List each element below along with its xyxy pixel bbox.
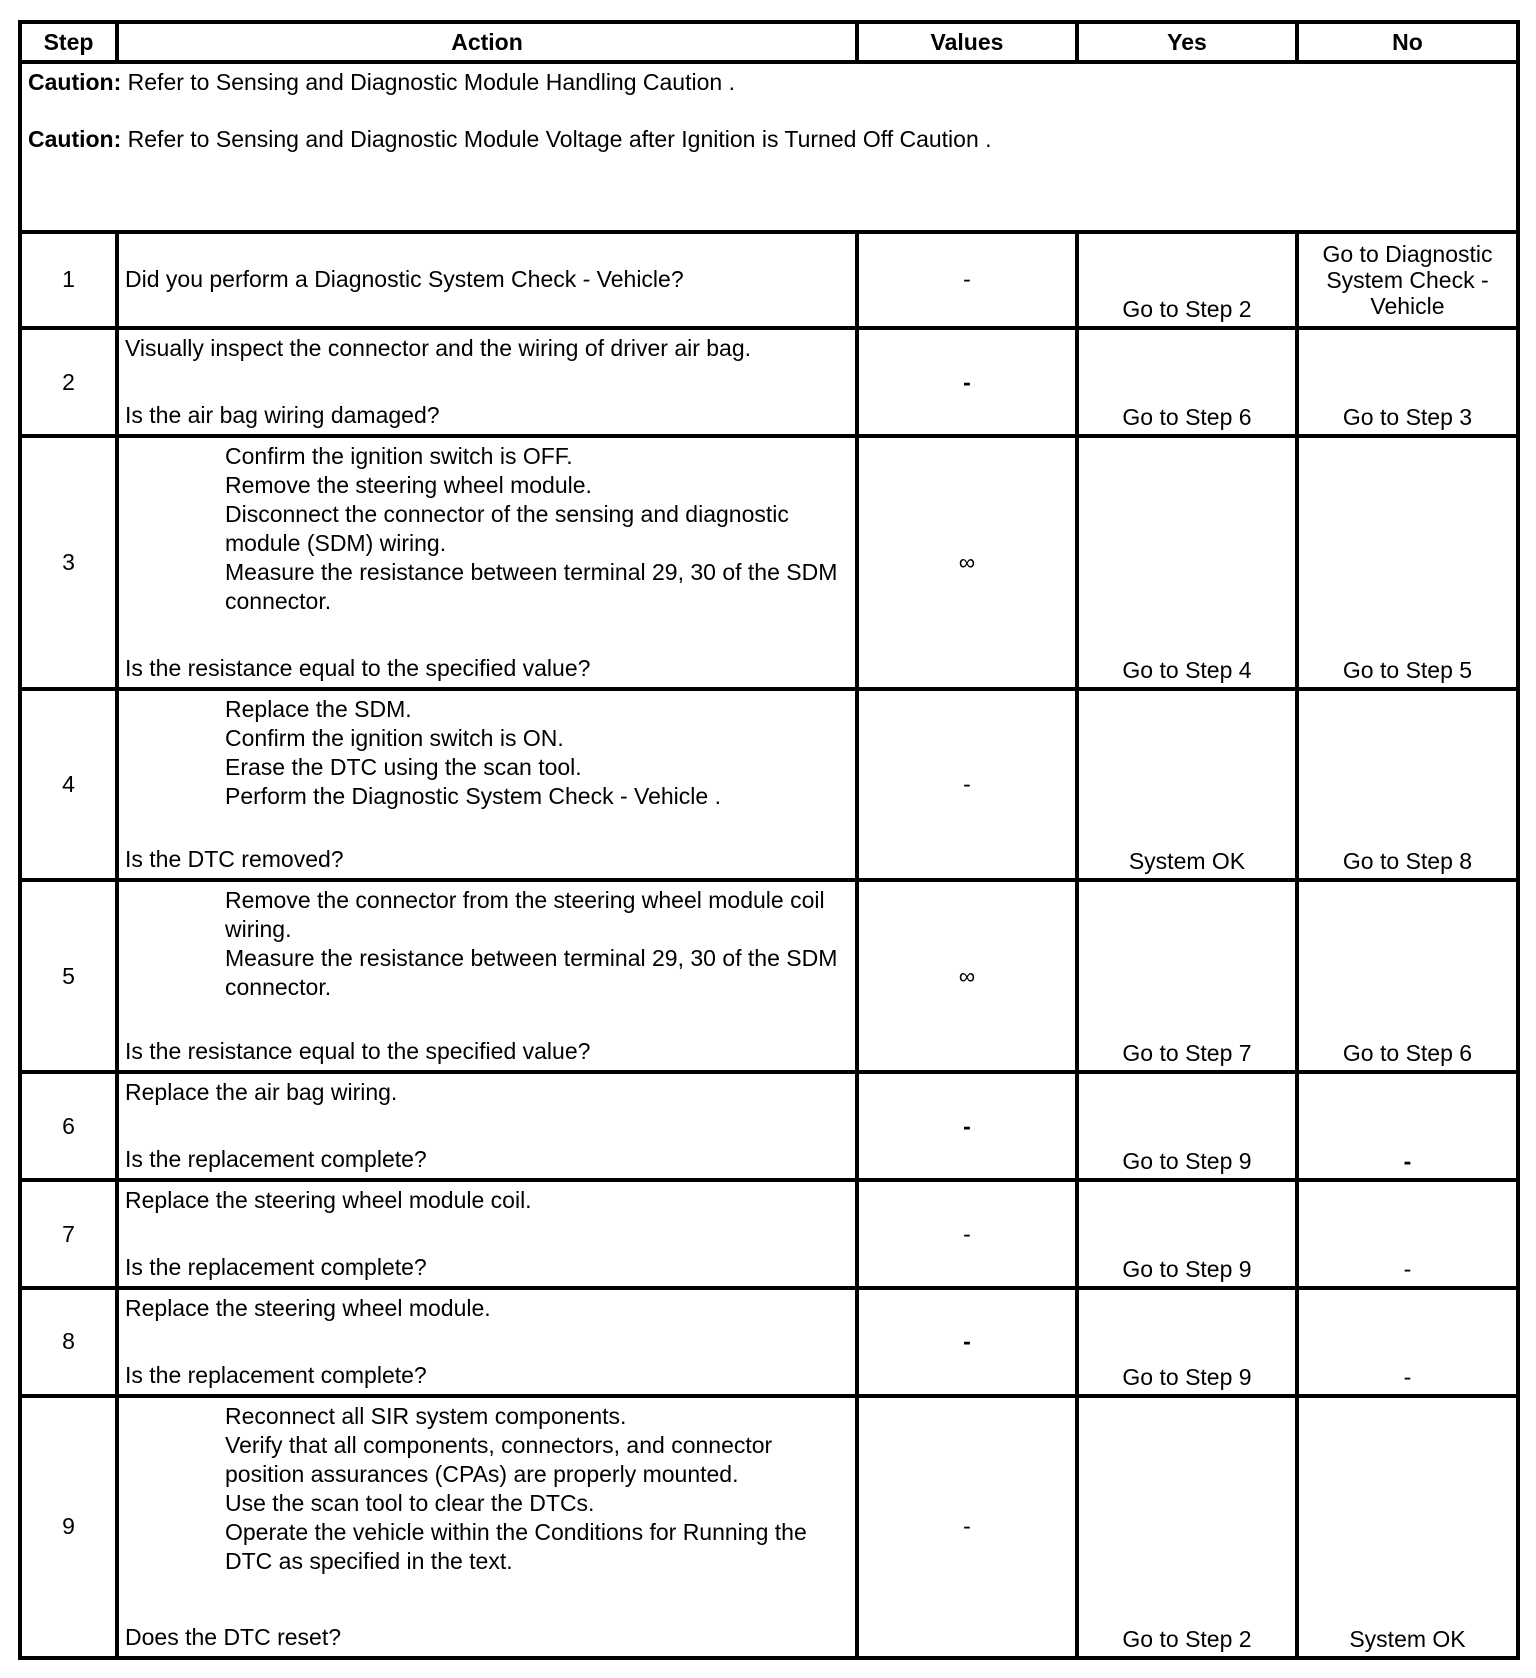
action-intro: Did you perform a Diagnostic System Check - Vehicle? xyxy=(125,266,684,293)
table-row xyxy=(20,1180,1518,1288)
caution-1 xyxy=(28,68,1510,97)
value-cell: - xyxy=(857,1288,1077,1396)
value-cell: - xyxy=(857,1396,1077,1658)
action-question: Is the replacement complete? xyxy=(125,1361,427,1388)
action-question: Is the replacement complete? xyxy=(125,1146,427,1173)
step-number: 8 xyxy=(20,1288,117,1396)
substep: Disconnect the connector of the sensing and diagnostic module (SDM) wiring. xyxy=(225,501,789,557)
caution-1-text: Refer to Sensing and Diagnostic Module Handling Caution . xyxy=(121,69,735,95)
header-no: No xyxy=(1297,22,1518,62)
yes-cell: Go to Step 4 xyxy=(1077,436,1297,689)
value-cell: ∞ xyxy=(857,436,1077,689)
substep: Measure the resistance between terminal 29, 30 of the SDM connector. xyxy=(225,945,838,1001)
no-cell: - xyxy=(1297,1288,1518,1396)
value-cell: - xyxy=(857,232,1077,328)
caution-1-label: Caution: xyxy=(28,69,122,95)
table-row xyxy=(20,1288,1518,1396)
action-substeps xyxy=(125,882,849,1002)
yes-cell: System OK xyxy=(1077,689,1297,881)
header-step: Step xyxy=(20,22,117,62)
substep: Confirm the ignition switch is ON. xyxy=(225,724,564,751)
step-number: 1 xyxy=(20,232,117,328)
yes-cell: Go to Step 2 xyxy=(1077,232,1297,328)
table-row xyxy=(20,328,1518,436)
value-cell: ∞ xyxy=(857,880,1077,1072)
action-cell xyxy=(117,328,857,436)
step-number: 4 xyxy=(20,689,117,881)
caution-2-label: Caution: xyxy=(28,126,122,152)
no-cell: Go to Step 6 xyxy=(1297,880,1518,1072)
substep: Remove the steering wheel module. xyxy=(225,472,592,499)
action-cell xyxy=(117,689,857,881)
action-question: Does the DTC reset? xyxy=(125,1624,342,1650)
table-row xyxy=(20,436,1518,689)
action-cell xyxy=(117,1180,857,1288)
substep: Measure the resistance between terminal 29, 30 of the SDM connector. xyxy=(225,559,838,615)
value-cell: - xyxy=(857,1180,1077,1288)
yes-cell: Go to Step 2 xyxy=(1077,1396,1297,1658)
table-row xyxy=(20,880,1518,1072)
step-number: 9 xyxy=(20,1396,117,1658)
table-row xyxy=(20,1072,1518,1180)
no-cell: Go to Step 5 xyxy=(1297,436,1518,689)
step-number: 7 xyxy=(20,1180,117,1288)
substep: Confirm the ignition switch is OFF. xyxy=(225,443,573,470)
step-number: 5 xyxy=(20,880,117,1072)
no-cell: Go to Step 3 xyxy=(1297,328,1518,436)
header-row xyxy=(20,22,1518,62)
header-yes: Yes xyxy=(1077,22,1297,62)
caution-2-text: Refer to Sensing and Diagnostic Module Voltage after Ignition is Turned Off Caution . xyxy=(121,126,992,152)
no-cell: - xyxy=(1297,1180,1518,1288)
action-substeps xyxy=(125,1398,849,1576)
action-intro: Replace the steering wheel module. xyxy=(125,1295,491,1321)
action-cell xyxy=(117,436,857,689)
no-cell: Go to Diagnostic System Check - Vehicle xyxy=(1297,232,1518,328)
substep: Perform the Diagnostic System Check - Vehicle . xyxy=(225,782,721,809)
value-cell: - xyxy=(857,689,1077,881)
table-row xyxy=(20,1396,1518,1658)
substep: Operate the vehicle within the Conditions for Running the DTC as specified in the text. xyxy=(225,1518,807,1574)
action-question: Is the air bag wiring damaged? xyxy=(125,402,440,429)
no-cell: System OK xyxy=(1297,1396,1518,1658)
action-intro: Visually inspect the connector and the wiring of driver air bag. xyxy=(125,335,752,362)
substep: Use the scan tool to clear the DTCs. xyxy=(225,1489,595,1516)
no-cell: - xyxy=(1297,1072,1518,1180)
yes-cell: Go to Step 9 xyxy=(1077,1072,1297,1180)
no-cell: Go to Step 8 xyxy=(1297,689,1518,881)
yes-cell: Go to Step 7 xyxy=(1077,880,1297,1072)
action-intro: Replace the steering wheel module coil. xyxy=(125,1187,532,1214)
action-cell xyxy=(117,1288,857,1396)
action-question: Is the DTC removed? xyxy=(125,846,344,873)
caution-cell xyxy=(20,62,1518,232)
step-number: 3 xyxy=(20,436,117,689)
value-cell: - xyxy=(857,328,1077,436)
action-cell xyxy=(117,1396,857,1658)
header-action: Action xyxy=(117,22,857,62)
substep: Verify that all components, connectors, and connector position assurances (CPAs) are properly mounted. xyxy=(225,1431,773,1487)
value-cell: - xyxy=(857,1072,1077,1180)
caution-row xyxy=(20,62,1518,232)
action-intro: Replace the air bag wiring. xyxy=(125,1079,398,1106)
step-number: 6 xyxy=(20,1072,117,1180)
action-question: Is the resistance equal to the specified value? xyxy=(125,1038,591,1065)
yes-cell: Go to Step 9 xyxy=(1077,1180,1297,1288)
substep: Replace the SDM. xyxy=(225,695,412,722)
action-cell xyxy=(117,880,857,1072)
action-question: Is the resistance equal to the specified value? xyxy=(125,654,591,681)
action-substeps xyxy=(125,691,849,811)
action-question: Is the replacement complete? xyxy=(125,1254,427,1280)
diagnostic-table xyxy=(18,20,1520,1660)
yes-cell: Go to Step 9 xyxy=(1077,1288,1297,1396)
step-number: 2 xyxy=(20,328,117,436)
action-cell xyxy=(117,232,857,328)
yes-cell: Go to Step 6 xyxy=(1077,328,1297,436)
action-substeps xyxy=(125,438,849,616)
header-values: Values xyxy=(857,22,1077,62)
action-cell xyxy=(117,1072,857,1180)
table-row xyxy=(20,232,1518,328)
table-row xyxy=(20,689,1518,881)
substep: Remove the connector from the steering wheel module coil wiring. xyxy=(225,887,825,943)
caution-2 xyxy=(28,125,1510,154)
substep: Erase the DTC using the scan tool. xyxy=(225,753,582,780)
substep: Reconnect all SIR system components. xyxy=(225,1402,627,1429)
